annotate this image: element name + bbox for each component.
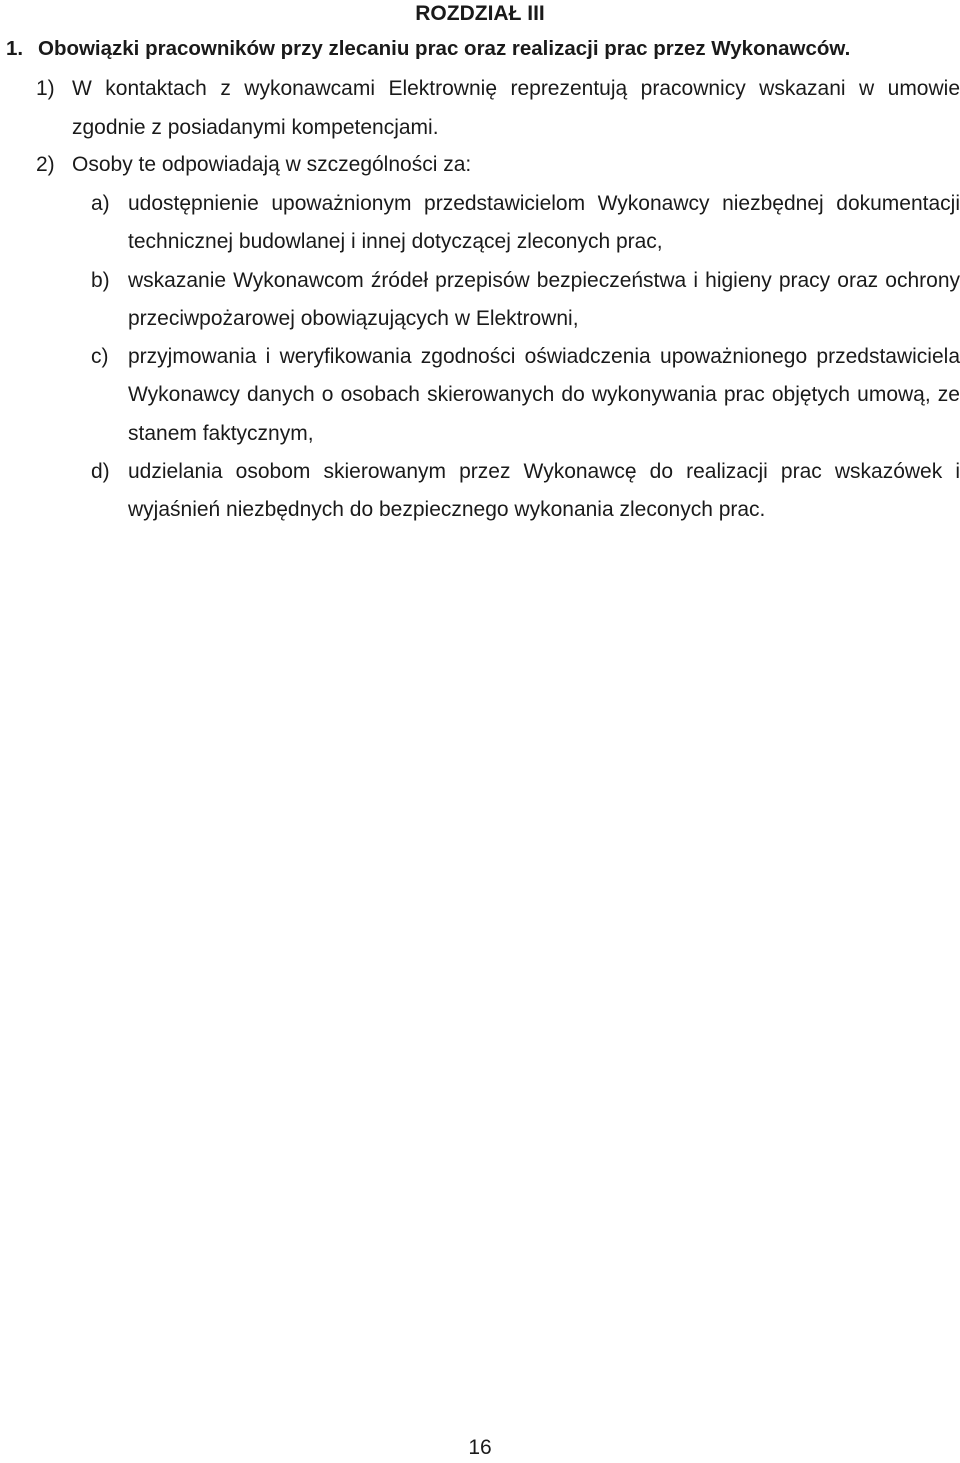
list-item <box>36 70 960 147</box>
section-heading-text: Obowiązki pracowników przy zlecaniu prac oraz realizacji prac przez Wykonawców. <box>38 37 851 60</box>
sub-list-item-text: udostępnienie upoważnionym przedstawicielom Wykonawcy niezbędnej dokumentacji technicznej budowlanej i innej dotyczącej zleconych prac, <box>128 192 960 254</box>
list-item-text: Osoby te odpowiadają w szczególności za: <box>72 153 472 176</box>
list-item-marker: 1) <box>36 77 55 100</box>
sub-list-item-text: wskazanie Wykonawcom źródeł przepisów bezpieczeństwa i higieny pracy oraz ochrony przeciwpożarowej obowiązujących w Elektrowni, <box>128 269 960 331</box>
sub-list-item-marker: d) <box>91 460 110 483</box>
list-item-text: W kontaktach z wykonawcami Elektrownię reprezentują pracownicy wskazani w umowie zgodnie z posiadanymi kompetencjami. <box>72 77 960 139</box>
chapter-title: ROZDZIAŁ III <box>415 2 545 25</box>
sub-list-item <box>91 185 960 262</box>
list-item-marker: 2) <box>36 153 55 176</box>
sub-list-item-marker: a) <box>91 192 110 215</box>
sub-list-item-text: przyjmowania i weryfikowania zgodności oświadczenia upoważnionego przedstawiciela Wykonawcy danych o osobach skierowanych do wykonywania prac objętych umową, ze stanem faktycznym, <box>128 345 960 445</box>
section-number: 1. <box>6 37 24 60</box>
sub-list-item <box>91 338 960 453</box>
sub-list-item-marker: c) <box>91 345 109 368</box>
sub-list-item <box>91 262 960 339</box>
sub-list-item <box>91 453 960 530</box>
list-item <box>36 146 960 185</box>
sub-list-item-text: udzielania osobom skierowanym przez Wykonawcę do realizacji prac wskazówek i wyjaśnień niezbędnych do bezpiecznego wykonania zleconych prac. <box>128 460 960 522</box>
section-heading <box>6 37 926 61</box>
page-number: 16 <box>468 1436 492 1459</box>
sub-list-item-marker: b) <box>91 269 110 292</box>
